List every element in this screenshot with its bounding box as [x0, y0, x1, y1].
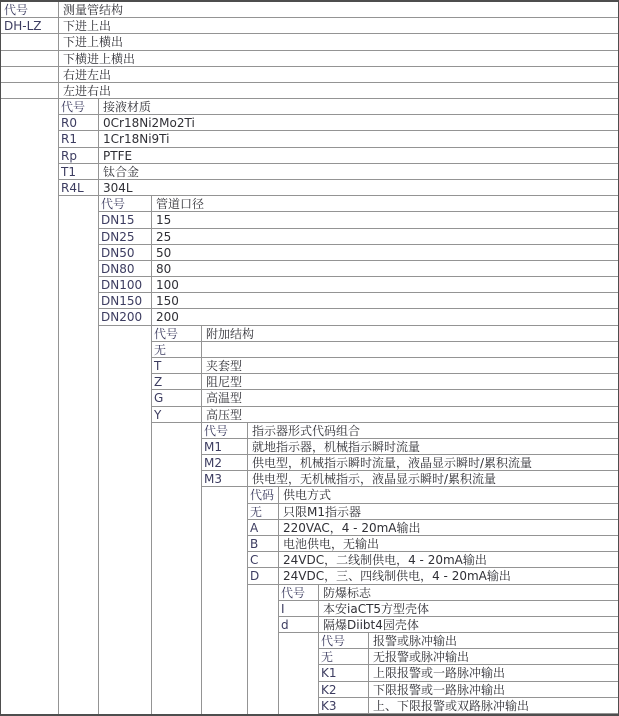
desc-cell: 150: [156, 294, 179, 309]
table-row: [58, 131, 618, 147]
desc-cell: 24VDC，三、四线制供电，4 - 20mA输出: [283, 569, 511, 584]
table-row: [201, 455, 618, 471]
code-cell: DN200: [101, 310, 143, 325]
table-row: [151, 407, 618, 423]
desc-cell: 100: [156, 278, 179, 293]
table-row: [318, 698, 618, 714]
desc-cell: 阻尼型: [206, 375, 243, 390]
code-cell: T: [154, 359, 162, 373]
desc-cell: 电池供电，无输出: [283, 537, 380, 551]
code-cell: DH-LZ: [4, 19, 42, 34]
table-row: [318, 665, 618, 681]
desc-cell: 15: [156, 213, 172, 228]
desc-cell: 下进上横出: [63, 35, 124, 50]
table-row: [98, 261, 618, 277]
table-row: [98, 277, 618, 293]
desc-header-cell: 接液材质: [103, 100, 152, 115]
code-cell: K1: [321, 666, 337, 681]
desc-cell: 高温型: [206, 391, 243, 406]
code-cell: R0: [61, 116, 77, 131]
code-cell: DN80: [101, 261, 135, 276]
desc-cell: 隔爆Diibt4园壳体: [323, 617, 419, 632]
code-cell: G: [154, 391, 164, 406]
desc-cell: 就地指示器，机械指示瞬时流量: [252, 439, 421, 454]
desc-cell: PTFE: [103, 148, 133, 163]
code-cell: [1, 83, 58, 98]
table-row: [151, 374, 618, 390]
table-row: [151, 390, 618, 406]
desc-header-cell: 供电方式: [283, 488, 332, 503]
desc-cell: 只限M1指示器: [283, 504, 361, 519]
desc-cell: [201, 342, 618, 357]
desc-cell: 1Cr18Ni9Ti: [103, 132, 170, 147]
code-cell: 无: [154, 342, 167, 357]
table-row: [201, 439, 618, 455]
code-cell: T1: [61, 164, 76, 179]
code-header-cell: 代号: [101, 197, 126, 212]
table-row: [98, 212, 618, 228]
desc-cell: 右进左出: [63, 67, 112, 82]
code-cell: [1, 67, 58, 82]
code-header-cell: 代码: [250, 488, 275, 503]
table-row: [58, 180, 618, 196]
desc-cell: 下进上出: [63, 19, 112, 34]
table-row: [1, 34, 618, 50]
code-header-cell: 代号: [204, 423, 229, 438]
desc-cell: 供电型，机械指示瞬时流量，液晶显示瞬时/累积流量: [252, 456, 533, 471]
desc-cell: 下限报警或一路脉冲输出: [373, 682, 506, 697]
table-row: [151, 342, 618, 358]
code-cell: DN150: [101, 294, 143, 309]
table-row: [98, 293, 618, 309]
table-row: [98, 229, 618, 245]
table-row: [247, 520, 618, 536]
code-cell: 无: [250, 504, 263, 519]
code-cell: M2: [204, 456, 222, 471]
desc-cell: 50: [156, 245, 172, 260]
desc-header-cell: 附加结构: [206, 326, 255, 341]
desc-cell: 200: [156, 310, 179, 325]
code-cell: C: [250, 553, 259, 568]
code-cell: Y: [154, 407, 162, 422]
table-header-row-measuring-tube-structure: [1, 2, 618, 18]
table-row: [278, 617, 618, 633]
desc-cell: 本安iaCT5方型壳体: [323, 601, 430, 616]
table-row: [318, 682, 618, 698]
table-row: [58, 115, 618, 131]
desc-cell: 220VAC，4 - 20mA输出: [283, 520, 421, 535]
code-header-cell: 代号: [154, 326, 179, 341]
desc-header-cell: 管道口径: [156, 197, 205, 212]
code-cell: A: [250, 520, 259, 535]
table-row: [247, 536, 618, 552]
desc-cell: 上限报警或一路脉冲输出: [373, 666, 506, 681]
desc-cell: 80: [156, 261, 172, 276]
desc-header-cell: 测量管结构: [63, 3, 124, 17]
desc-cell: 24VDC，二线制供电，4 - 20mA输出: [283, 553, 487, 568]
table-row: [151, 358, 618, 374]
table-row: [98, 309, 618, 325]
desc-header-cell: 报警或脉冲输出: [373, 634, 458, 649]
desc-cell: 高压型: [206, 407, 243, 422]
table-row: [278, 601, 618, 617]
table-row: [201, 471, 618, 487]
code-cell: M1: [204, 439, 222, 454]
table-row: [58, 164, 618, 180]
desc-cell: 304L: [103, 181, 133, 195]
table-row: [1, 18, 618, 34]
code-header-cell: 代号: [61, 100, 86, 115]
code-cell: D: [250, 569, 260, 584]
desc-cell: 上、下限报警或双路脉冲输出: [373, 698, 530, 713]
table-header-row-indicator-type: [201, 423, 618, 439]
desc-header-cell: 指示器形式代码组合: [252, 423, 361, 438]
table-header-row-power-supply: [247, 487, 618, 503]
desc-cell: 供电型，无机械指示，液晶显示瞬时/累积流量: [252, 472, 497, 487]
table-row: [247, 504, 618, 520]
code-cell: DN50: [101, 245, 135, 260]
code-cell: I: [281, 601, 285, 616]
code-cell: DN100: [101, 278, 143, 293]
table-header-row-pipe-diameter: [98, 196, 618, 212]
table-header-row-alarm-pulse-output: [318, 633, 618, 649]
code-cell: M3: [204, 472, 222, 487]
table-row: [1, 83, 618, 99]
desc-cell: 0Cr18Ni2Mo2Ti: [103, 116, 195, 131]
table-row: [1, 67, 618, 83]
code-cell: R4L: [61, 181, 84, 195]
code-cell: [1, 51, 58, 66]
code-header-cell: 代号: [4, 3, 29, 17]
code-header-cell: 代号: [281, 585, 306, 600]
desc-cell: 夹套型: [206, 359, 243, 373]
code-header-cell: 代号: [321, 634, 346, 649]
code-cell: R1: [61, 132, 77, 147]
table-header-row-explosion-proof-mark: [278, 585, 618, 601]
table-header-row-wetted-material: [58, 99, 618, 115]
code-cell: DN15: [101, 213, 135, 228]
code-cell: DN25: [101, 229, 135, 244]
code-cell: Rp: [61, 148, 77, 163]
code-cell: [1, 34, 58, 49]
code-cell: 无: [321, 650, 334, 665]
table-row: [98, 245, 618, 261]
code-cell: Z: [154, 375, 163, 390]
code-cell: d: [281, 617, 289, 632]
desc-cell: 无报警或脉冲输出: [373, 650, 470, 665]
code-cell: K2: [321, 682, 337, 697]
desc-cell: 25: [156, 229, 172, 244]
desc-header-cell: 防爆标志: [323, 585, 372, 600]
table-header-row-additional-structure: [151, 326, 618, 342]
table-row: [247, 568, 618, 584]
code-cell: B: [250, 537, 259, 551]
code-cell: K3: [321, 698, 337, 713]
table-row: [1, 51, 618, 67]
table-row: [247, 552, 618, 568]
table-row: [58, 148, 618, 164]
desc-cell: 钛合金: [103, 164, 140, 179]
desc-cell: 左进右出: [63, 83, 112, 98]
table-row: [318, 649, 618, 665]
desc-cell: 下横进上横出: [63, 51, 136, 66]
